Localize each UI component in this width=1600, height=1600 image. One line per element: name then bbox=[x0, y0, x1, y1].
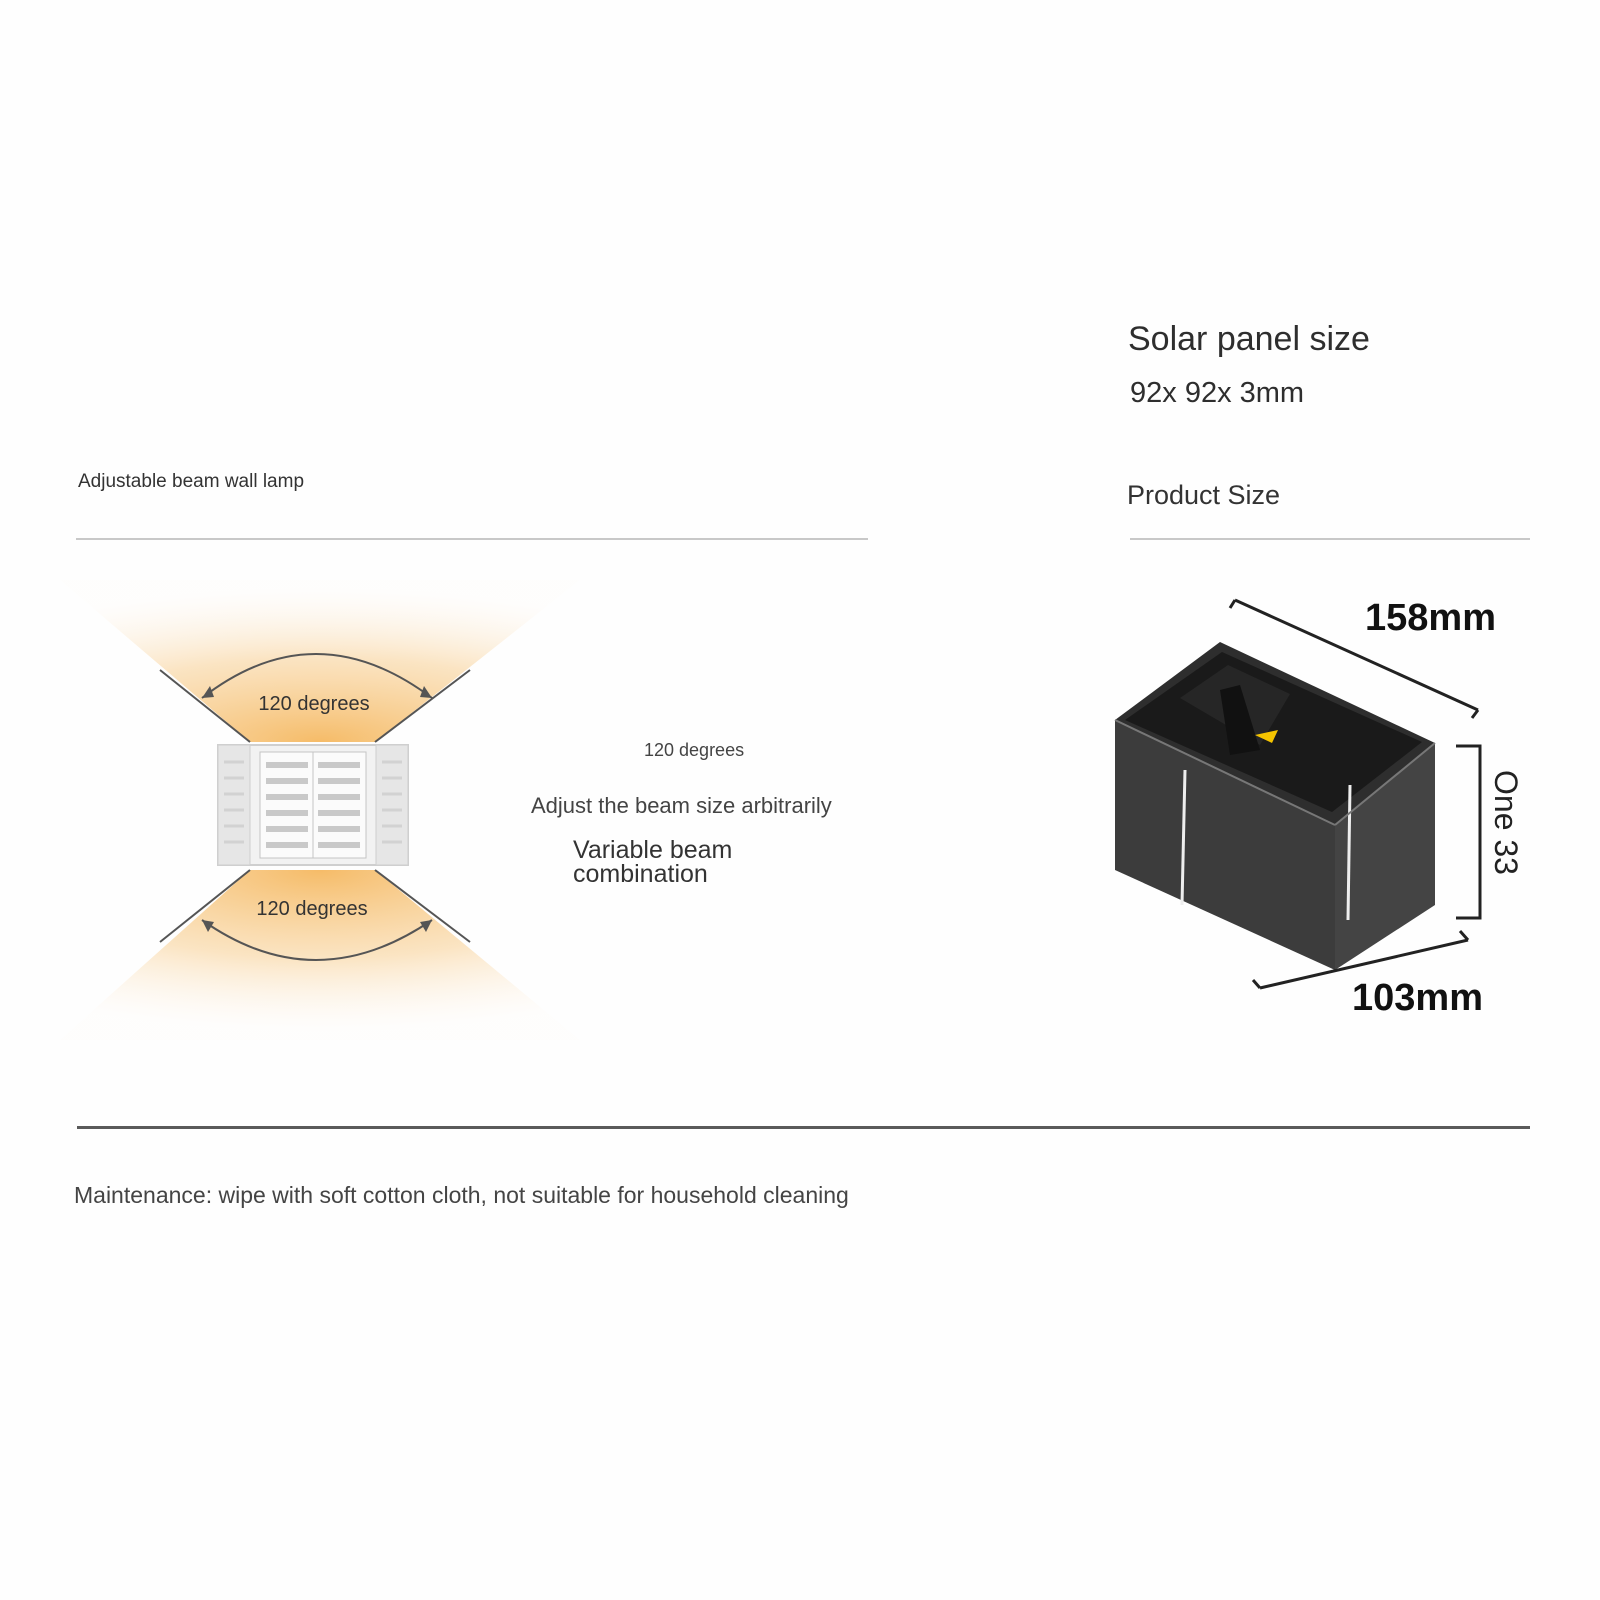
bottom-dimension-label: 103mm bbox=[1352, 977, 1483, 1019]
side-dimension-bracket bbox=[1456, 746, 1480, 918]
product-illustration bbox=[1100, 590, 1550, 1030]
footer-divider bbox=[77, 1126, 1530, 1129]
maintenance-note: Maintenance: wipe with soft cotton cloth, not suitable for household cleaning bbox=[74, 1182, 849, 1208]
adjust-beam-text: Adjust the beam size arbitrarily bbox=[531, 793, 832, 818]
bottom-beam-glow bbox=[60, 870, 580, 1040]
bottom-beam-label: 120 degrees bbox=[256, 898, 368, 920]
middle-degrees-label: 120 degrees bbox=[644, 740, 745, 760]
variable-beam-text: Variable beam combination bbox=[573, 836, 733, 888]
side-dimension-label: One 33 bbox=[1488, 770, 1524, 875]
lamp-title: Adjustable beam wall lamp bbox=[78, 471, 305, 492]
black-lamp-icon bbox=[1115, 642, 1435, 970]
product-size-title: Product Size bbox=[1127, 480, 1281, 510]
solar-panel-dimensions: 92x 92x 3mm bbox=[1130, 377, 1305, 409]
beam-illustration bbox=[40, 570, 600, 1050]
top-beam-label: 120 degrees bbox=[258, 693, 370, 715]
white-lamp-icon bbox=[218, 745, 408, 865]
right-divider bbox=[1130, 538, 1530, 540]
top-beam-glow bbox=[60, 580, 580, 742]
left-divider bbox=[76, 538, 868, 540]
solar-panel-title: Solar panel size bbox=[1128, 320, 1370, 358]
top-dimension-label: 158mm bbox=[1365, 597, 1496, 639]
